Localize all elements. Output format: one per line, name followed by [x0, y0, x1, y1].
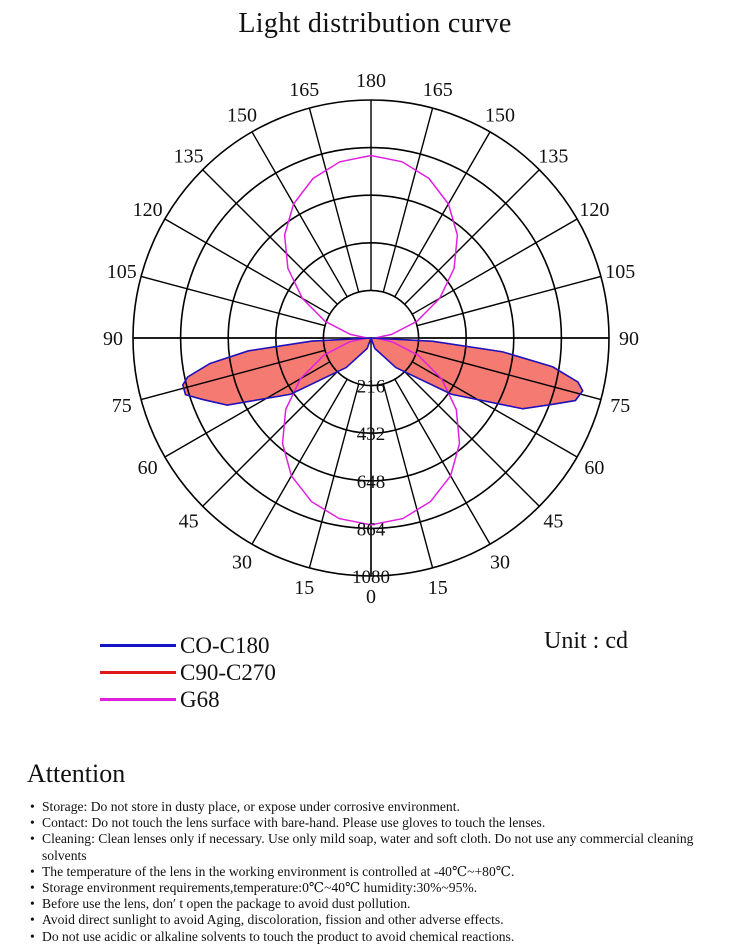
angle-label: 15 — [294, 577, 315, 600]
chart-title: Light distribution curve — [238, 8, 512, 39]
angle-label: 75 — [111, 394, 132, 417]
grid-radial-line — [252, 132, 347, 297]
angle-label: 60 — [137, 457, 158, 479]
legend-label-g68: G68 — [180, 686, 220, 712]
angle-label: 75 — [610, 394, 631, 417]
angle-label: 180 — [356, 70, 386, 92]
grid-radial-line — [383, 384, 432, 568]
legend-item-c90-c270 — [100, 659, 276, 686]
bullet-icon: • — [30, 896, 35, 912]
note-solvents: Do not use acidic or alkaline solvents to touch the product to avoid chemical reactions. — [42, 928, 515, 944]
grid-radial-line — [412, 219, 577, 314]
grid-radial-line — [383, 108, 432, 292]
grid-radial-line — [395, 379, 490, 544]
angle-label: 165 — [289, 78, 320, 101]
bullet-icon: • — [30, 799, 35, 814]
radial-label: 432 — [356, 424, 386, 446]
grid-radial-line — [309, 108, 358, 292]
angle-label: 15 — [427, 577, 448, 600]
bullet-icon: • — [30, 912, 35, 928]
bullet-icon: • — [30, 928, 35, 944]
grid-radial-line — [309, 384, 358, 568]
bullet-icon: • — [30, 880, 35, 896]
legend-swatch-g68 — [100, 698, 176, 701]
radial-label: 648 — [356, 471, 386, 493]
note-packaging: Before use the lens, don′ t open the package to avoid dust pollution. — [42, 896, 411, 912]
note-item — [30, 831, 730, 863]
angle-label: 135 — [173, 145, 204, 168]
note-item — [30, 799, 730, 815]
legend — [100, 632, 276, 713]
grid-radial-line — [165, 219, 330, 314]
note-item — [30, 929, 730, 945]
legend-label-c90-c270: C90-C270 — [180, 659, 276, 685]
angle-label: 0 — [366, 586, 376, 608]
grid-radial-line — [203, 170, 338, 305]
grid-radial-line — [252, 379, 347, 544]
radial-label: 864 — [356, 519, 386, 541]
note-item — [30, 864, 730, 880]
fill-layer — [183, 338, 583, 409]
grid-radial-line — [141, 276, 325, 325]
angle-label: 165 — [422, 78, 453, 101]
angle-label: 150 — [485, 104, 515, 127]
series-fill-co-c180 — [183, 338, 583, 409]
legend-label-co-c180: CO-C180 — [180, 632, 270, 658]
angle-label: 120 — [579, 199, 610, 221]
angle-label: 90 — [619, 328, 639, 350]
note-cleaning: Cleaning: Clean lenses only if necessary. Use only mild soap, water and soft cloth. Do not use any commercial cleaning solvents — [42, 831, 694, 863]
bullet-icon: • — [30, 831, 35, 847]
angle-label: 30 — [490, 551, 510, 574]
note-item — [30, 815, 730, 831]
grid-radial-line — [395, 132, 490, 297]
angle-label: 150 — [227, 104, 257, 127]
unit-label: Unit : cd — [544, 628, 628, 654]
legend-item-g68 — [100, 686, 276, 713]
angle-label: 120 — [132, 199, 163, 221]
angle-label: 45 — [178, 510, 199, 533]
grid-radial-line — [417, 276, 601, 325]
angle-label: 30 — [232, 551, 252, 574]
legend-swatch-co-c180 — [100, 644, 176, 647]
radial-label: 1080 — [352, 567, 390, 588]
note-temperature: The temperature of the lens in the working environment is controlled at -40℃~+80℃. — [42, 863, 515, 879]
note-storage-environment: Storage environment requirements,temperature:0℃~40℃ humidity:30%~95%. — [42, 880, 478, 896]
bullet-icon: • — [30, 863, 35, 879]
angle-label: 90 — [103, 328, 123, 350]
radial-label: 216 — [356, 376, 386, 398]
note-item — [30, 912, 730, 928]
angle-label: 105 — [106, 261, 137, 284]
angle-label: 45 — [543, 510, 564, 533]
angle-label: 105 — [605, 261, 636, 284]
legend-item-co-c180 — [100, 632, 276, 659]
curves-layer — [183, 156, 583, 525]
bullet-icon: • — [30, 815, 35, 831]
grid-radial-line — [405, 170, 540, 305]
attention-title: Attention — [27, 759, 126, 788]
legend-swatch-c90-c270 — [100, 671, 176, 674]
note-item — [30, 880, 730, 896]
note-contact: Contact: Do not touch the lens surface with bare-hand. Please use gloves to touch the lenses. — [42, 815, 546, 831]
angle-label: 135 — [538, 145, 569, 168]
note-storage: Storage: Do not store in dusty place, or expose under corrosive environment. — [42, 799, 460, 814]
note-item — [30, 896, 730, 912]
note-sunlight: Avoid direct sunlight to avoid Aging, discoloration, fission and other adverse effects. — [42, 912, 504, 928]
attention-list — [30, 799, 730, 945]
angle-label: 60 — [584, 457, 605, 479]
